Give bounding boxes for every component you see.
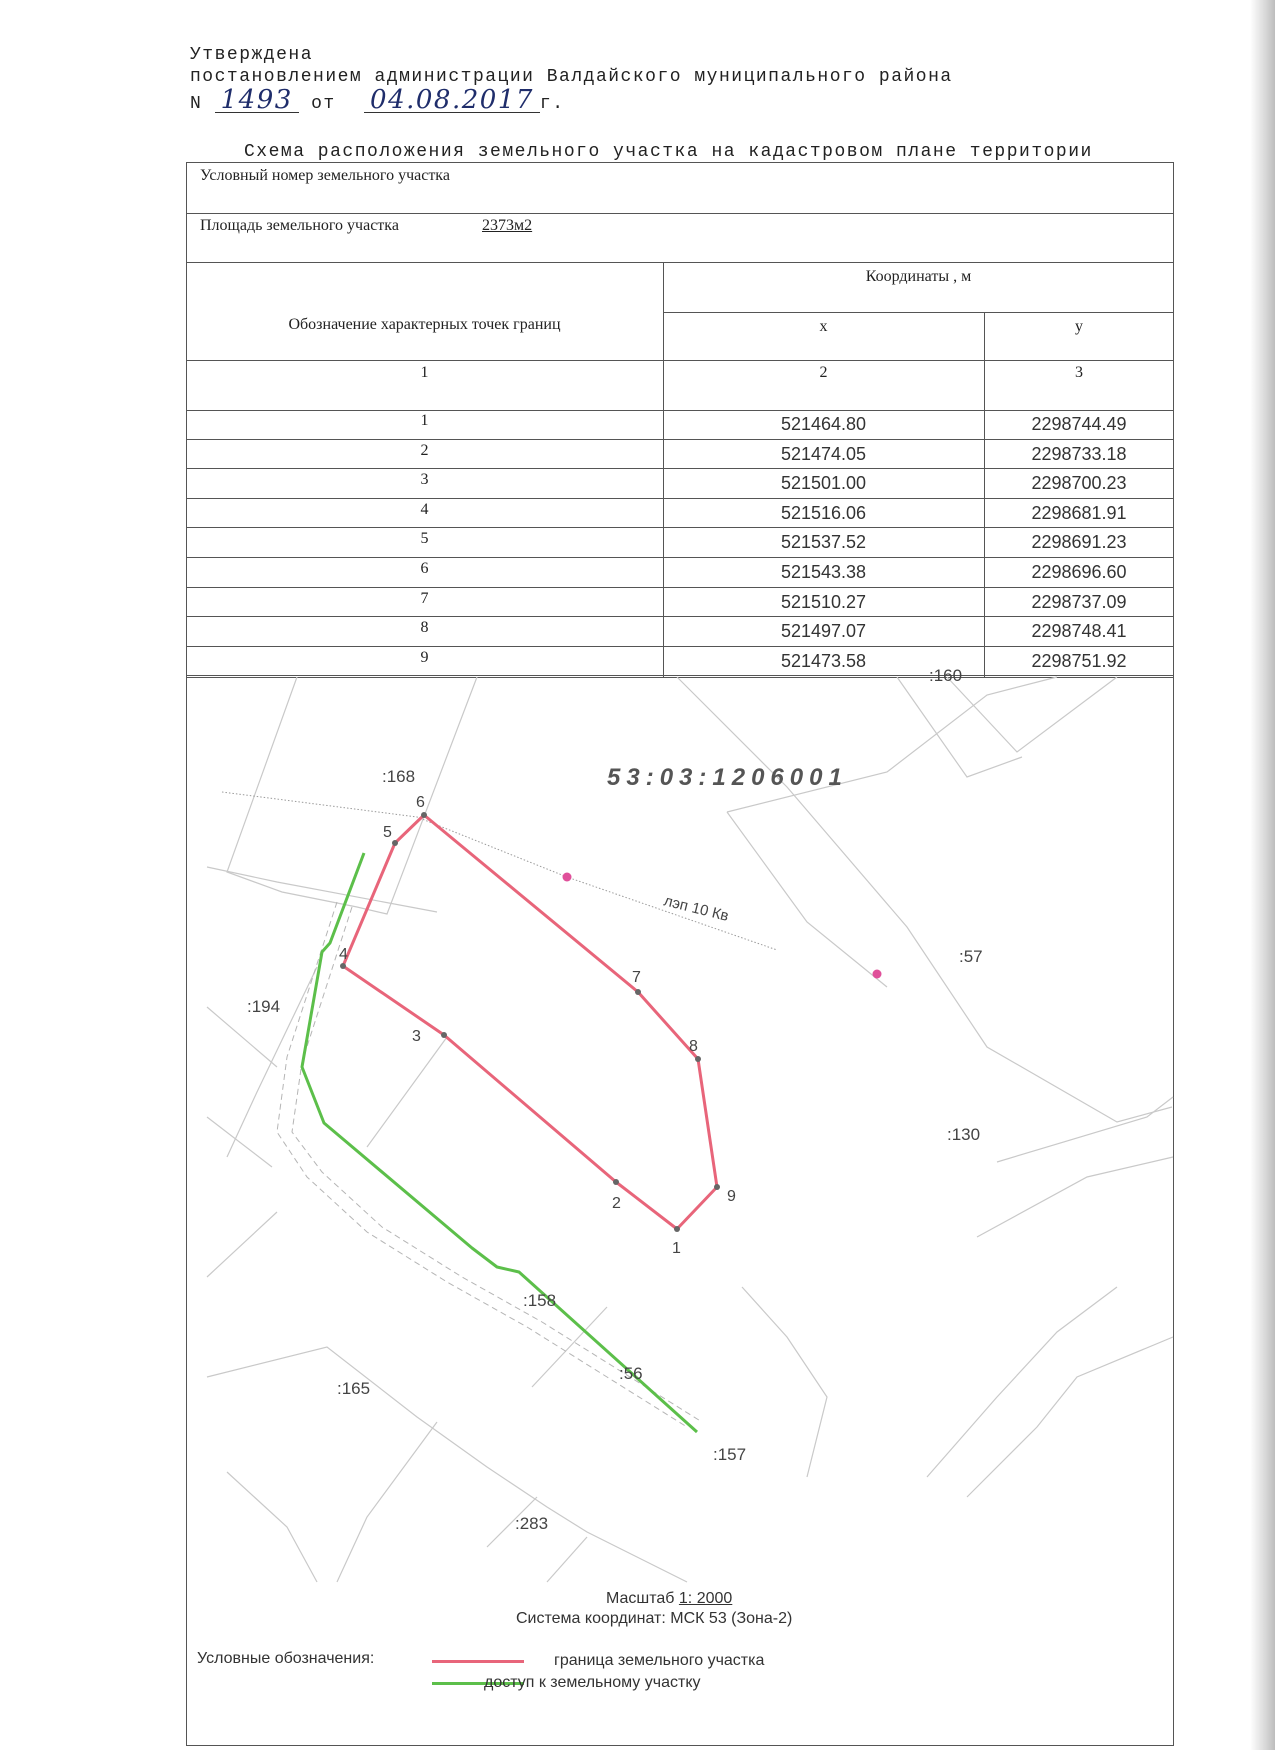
x-coordinate-cell: 521497.07 — [780, 621, 867, 642]
access-route-line — [302, 853, 697, 1432]
legend-title: Условные обозначения: — [197, 1650, 375, 1667]
parcel-line — [947, 677, 1117, 752]
table-row — [186, 469, 1174, 499]
y-coordinate-cell: 2298733.18 — [1031, 443, 1127, 464]
point-number-cell: 9 — [420, 648, 429, 666]
parcel-label-168: :168 — [382, 767, 416, 786]
decree-line — [190, 85, 953, 115]
vertex-label-6: 6 — [416, 794, 425, 811]
scan-edge-shadow — [1250, 0, 1275, 1750]
decree-date: 04.08.2017 — [364, 88, 540, 113]
point-number-cell: 6 — [420, 560, 429, 577]
cadastral-map — [187, 666, 1173, 1592]
parcel-boundaries — [207, 677, 1173, 1582]
legend-boundary-label: граница земельного участка — [554, 1652, 765, 1669]
point-number-cell: 5 — [420, 530, 429, 548]
parcel-line — [727, 812, 887, 987]
table-rule — [186, 262, 1174, 263]
x-coordinate-cell: 521510.27 — [780, 591, 867, 612]
parcel-line — [897, 677, 1022, 777]
parcel-line — [997, 1097, 1173, 1162]
table-rule — [186, 213, 1174, 214]
parcel-line — [207, 1007, 277, 1067]
vertex-label-1: 1 — [672, 1240, 681, 1257]
x-coordinate-cell: 521474.05 — [780, 443, 867, 464]
y-coordinate-cell: 2298748.41 — [1031, 621, 1127, 642]
table-row — [186, 440, 1174, 470]
y-coordinate-cell: 2298737.09 — [1031, 591, 1127, 612]
parcel-labels — [247, 666, 983, 1533]
document-title: Схема расположения земельного участка на кадастровом плане территории — [244, 142, 1093, 162]
decree-number: 1493 — [215, 88, 299, 113]
point-number-cell: 7 — [420, 589, 429, 607]
point-number-cell: 8 — [420, 619, 429, 637]
y-coordinate-cell: 2298681.91 — [1031, 502, 1127, 523]
col-number-1: 1 — [420, 364, 429, 381]
table-row — [186, 499, 1174, 529]
point-number-cell: 1 — [420, 412, 429, 429]
parcel-boundary-polygon — [343, 815, 717, 1229]
parcel-line — [742, 1287, 827, 1477]
vertex-label-2: 2 — [612, 1195, 621, 1212]
parcel-label-160: :160 — [929, 666, 963, 685]
power-line-label: лэп 10 Кв — [662, 892, 731, 925]
conditional-number-label: Условный номер земельного участка — [200, 167, 450, 184]
x-coordinate-cell: 521501.00 — [780, 473, 867, 494]
approval-header — [190, 44, 953, 115]
coordinate-system: Система координат: МСК 53 (Зона-2) — [516, 1610, 793, 1627]
vertex-label-5: 5 — [383, 824, 392, 841]
parcel-label-157: :157 — [713, 1445, 747, 1464]
vertex-label-9: 9 — [727, 1188, 736, 1205]
y-coordinate-cell: 2298691.23 — [1031, 532, 1127, 553]
legend-access-label: доступ к земельному участку — [484, 1674, 701, 1691]
parcel-line — [977, 1157, 1173, 1237]
cadastral-quarter-number: 53:03:1206001 — [607, 764, 848, 791]
point-number-cell: 4 — [420, 500, 429, 518]
approval-line-2: постановлением администрации Валдайского муниципального района — [190, 67, 953, 87]
y-header: y — [1075, 318, 1083, 335]
vertex-label-8: 8 — [689, 1038, 698, 1055]
x-coordinate-cell: 521464.80 — [780, 414, 867, 434]
scale-label: Масштаб — [606, 1590, 675, 1607]
scale-line — [606, 1590, 732, 1608]
y-coordinate-cell: 2298696.60 — [1031, 562, 1127, 582]
table-row — [186, 617, 1174, 647]
decree-from-label: от — [311, 94, 336, 114]
x-coordinate-cell: 521537.52 — [780, 532, 867, 553]
parcel-line — [967, 1337, 1173, 1497]
table-row — [186, 647, 1174, 677]
table-rule — [663, 312, 1174, 313]
table-row — [186, 410, 1174, 440]
parcel-line — [207, 1212, 277, 1277]
point-number-cell: 2 — [420, 441, 429, 459]
parcel-line — [227, 677, 477, 914]
x-coordinate-cell: 521516.06 — [780, 502, 867, 523]
parcel-label-56: :56 — [619, 1364, 643, 1383]
power-line — [222, 792, 777, 950]
x-coordinate-cell: 521543.38 — [780, 562, 867, 582]
col-number-3: 3 — [1075, 364, 1083, 381]
power-pole-marker — [563, 873, 572, 882]
legend-boundary-swatch — [432, 1660, 524, 1663]
y-coordinate-cell: 2298744.49 — [1031, 414, 1127, 434]
table-row — [186, 588, 1174, 618]
parcel-line — [927, 1287, 1117, 1477]
y-coordinate-cell: 2298751.92 — [1031, 650, 1127, 671]
vertex-label-7: 7 — [632, 969, 641, 986]
table-row — [186, 558, 1174, 588]
col-number-2: 2 — [819, 364, 828, 381]
area-value: 2373м2 — [482, 217, 533, 234]
parcel-label-165: :165 — [337, 1379, 371, 1398]
table-rule — [186, 360, 1174, 361]
vertex-label-3: 3 — [412, 1028, 421, 1045]
parcel-label-130: :130 — [947, 1125, 981, 1144]
area-label: Площадь земельного участка — [200, 217, 399, 234]
decree-year-suffix: г. — [539, 94, 565, 114]
power-pole-marker — [873, 970, 882, 979]
table-row — [186, 528, 1174, 558]
parcel-line — [367, 1037, 447, 1147]
coords-header: Координаты , м — [865, 268, 972, 285]
approval-line-1: Утверждена — [190, 45, 314, 65]
decree-number-label: N — [190, 94, 203, 114]
parcel-line — [727, 677, 1057, 812]
parcel-label-283: :283 — [515, 1514, 549, 1533]
y-coordinate-cell: 2298700.23 — [1031, 473, 1127, 494]
parcel-line — [547, 1537, 587, 1582]
x-header: x — [819, 318, 828, 335]
parcel-line — [207, 1117, 272, 1167]
points-header: Обозначение характерных точек границ — [288, 316, 561, 333]
scale-value: 1: 2000 — [678, 1590, 733, 1607]
parcel-label-194: :194 — [247, 997, 281, 1016]
parcel-label-57: :57 — [959, 947, 983, 966]
parcel-line — [227, 1472, 317, 1582]
parcel-line — [337, 1422, 437, 1582]
vertex-label-4: 4 — [339, 946, 348, 963]
parcel-label-158: :158 — [523, 1291, 557, 1310]
x-coordinate-cell: 521473.58 — [780, 650, 867, 671]
point-number-cell: 3 — [420, 471, 429, 489]
